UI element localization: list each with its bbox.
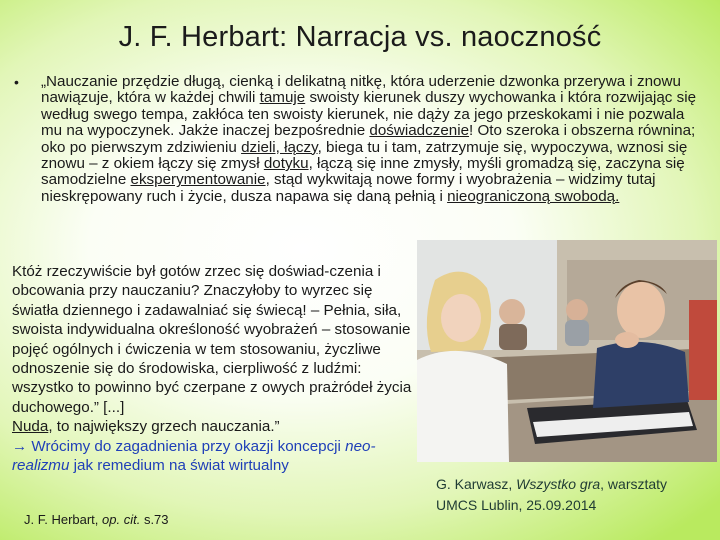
- arrow-prefix: → Wrócimy do zagadnienia przy okazji koncepcji: [12, 437, 346, 455]
- classroom-photo: [417, 240, 717, 462]
- arrow-italic: neo-realizmu: [12, 437, 376, 475]
- nuda-rest: , to największy grzech nauczania.”: [48, 418, 280, 436]
- quote-segment: swoisty kierunek duszy wychowanka i która rozwijając się według swego tempa, zakłóca ten swoisty kierunek, nie dąży za jego przeskokami i nie pozwala mu na wypoczynek. Jakże inaczej bezpośrednie: [41, 89, 697, 140]
- child-background-body-2: [565, 320, 589, 346]
- quote-underlined-term: eksperymentowanie: [130, 171, 266, 189]
- classroom-photo-illustration: [417, 240, 717, 462]
- girl-shirt: [417, 351, 509, 462]
- boy-face: [617, 282, 665, 338]
- cite-page: s.73: [140, 512, 169, 527]
- quote-segment: ! Oto szeroka i obszerna równina; oko po pierwszym zdziwieniu: [41, 122, 696, 156]
- quote-underlined-term: doświadczenie: [369, 122, 470, 140]
- cite-italic: op. cit.: [102, 512, 141, 527]
- quote-underlined-term: dzieli, łączy: [241, 138, 318, 156]
- quote-underlined-term: nieograniczoną swobodą.: [447, 187, 620, 205]
- credit-line2: UMCS Lublin, 25.09.2014: [436, 497, 597, 513]
- slide-title: J. F. Herbart: Narracja vs. naoczność: [118, 21, 602, 53]
- body-paragraph: Któż rzeczywiście był gotów zrzec się doświad-czenia i obcowania przy nauczaniu? Znaczyłoby to wyrzec się światła dziennego i zadawalniać się świecą! – Pełnia, siła, swoista indywidualna określoność wyobrażeń – stosowanie pojęć ogólnych i ćwiczenia w tem stosowaniu, życzliwe odnoszenie się do środowiska, cierpliwość z ludźmi: wszystko to powinno być czerpane z owych prażródeł życia duchowego.” [...]: [12, 263, 412, 416]
- credit-author: G. Karwasz,: [436, 476, 517, 492]
- cite-author: J. F. Herbart,: [24, 512, 103, 527]
- body-text-block: [12, 262, 412, 475]
- herbart-quote: [41, 74, 704, 205]
- credit-rest: , warsztaty: [600, 476, 668, 492]
- quote-segment: , biega tu i tam, zatrzymuje się, wypoczywa, wznosi się znowu – z okiem łączy się zmysł: [41, 138, 688, 173]
- quote-underlined-term: tamuje: [259, 89, 306, 107]
- boy-shirt: [593, 342, 689, 408]
- quote-bullet: [14, 74, 704, 205]
- credit-title: Wszystko gra: [516, 476, 601, 492]
- quote-segment: , stąd wykwitają nowe formy i wyobrażenia – widzimy tutaj nieskrępowany ruch i życie, dusza napawa się daną pełnią i: [41, 171, 656, 205]
- citation: [24, 512, 169, 528]
- nuda-word: Nuda: [12, 418, 49, 436]
- arrow-suffix: jak remedium na świat wirtualny: [69, 457, 289, 475]
- quote-underlined-term: dotyku: [263, 155, 309, 173]
- boy-hand: [615, 332, 639, 348]
- girl-face: [441, 294, 481, 342]
- quote-segment: , łączą się inne zmysły, myśli gromadzą się, zaczyna się samodzielne: [41, 155, 685, 189]
- neo-realism-note: [12, 438, 376, 474]
- photo-credit: [436, 474, 720, 516]
- bullet-icon: •: [14, 74, 19, 90]
- quote-segment: „Nauczanie przędzie długą, cienką i delikatną nitkę, która uderzenie dzwonka przerywa i znowu nawiązuje, która w każdej chwili: [41, 73, 681, 107]
- child-background-body: [499, 324, 527, 350]
- child-background-head-2: [566, 299, 588, 321]
- child-background-head: [499, 299, 525, 325]
- side-child: [689, 300, 717, 400]
